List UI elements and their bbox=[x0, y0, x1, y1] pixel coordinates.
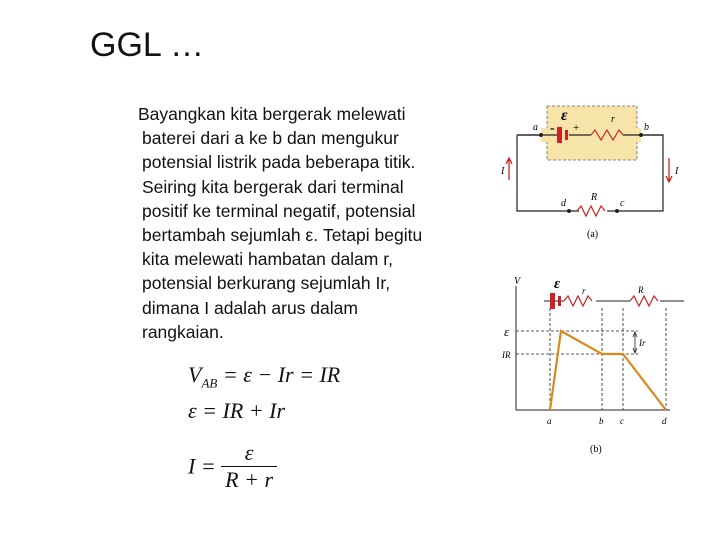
equation-emf: ε = IR + Ir bbox=[188, 398, 286, 423]
slide-title: GGL … bbox=[90, 26, 204, 64]
equation-voltage: $V_{AB} = \varepsilon - Ir$ = IR bbox=[188, 362, 341, 391]
r-label-b: r bbox=[582, 286, 586, 296]
circuit-diagram-a bbox=[495, 98, 685, 243]
paragraph-line: Seiring kita bergerak dari terminal bbox=[142, 176, 404, 197]
caption-b: (b) bbox=[590, 444, 602, 455]
c-label: c bbox=[620, 198, 625, 209]
v-axis-label: V bbox=[514, 276, 521, 287]
ir-drop-label: Ir bbox=[639, 338, 646, 348]
emf-axis-label: ε bbox=[504, 324, 510, 339]
paragraph-line: baterei dari a ke b dan mengukur bbox=[142, 128, 399, 149]
R-label-b: R bbox=[638, 285, 644, 295]
a-label-b: a bbox=[547, 416, 552, 426]
b-label: b bbox=[644, 122, 649, 133]
paragraph-line: Bayangkan kita bergerak melewati bbox=[138, 104, 406, 124]
emf-label: ε bbox=[561, 107, 568, 124]
emf-label-b: ε bbox=[554, 276, 561, 292]
paragraph-line: positif ke terminal negatif, potensial bbox=[142, 200, 416, 221]
battery-b bbox=[550, 293, 555, 309]
paragraph-line: potensial berkurang sejumlah Ir, bbox=[142, 273, 391, 294]
paragraph-line: rangkaian. bbox=[142, 321, 224, 342]
minus-label: - bbox=[550, 121, 555, 136]
current-label-right: I bbox=[675, 166, 679, 177]
current-label-left: I bbox=[501, 166, 505, 177]
paragraph-line: bertambah sejumlah ε. Tetapi begitu bbox=[142, 225, 423, 246]
d-label: d bbox=[561, 198, 566, 209]
paragraph-line: potensial listrik pada beberapa titik. bbox=[142, 152, 416, 173]
paragraph-line: kita melewati hambatan dalam r, bbox=[142, 249, 393, 270]
current-arrow-right bbox=[666, 158, 672, 182]
r-label: r bbox=[611, 114, 615, 125]
b-label-b: b bbox=[599, 416, 604, 426]
a-label: a bbox=[533, 122, 538, 133]
plus-label: + bbox=[573, 122, 580, 134]
ir-axis-label: IR bbox=[502, 350, 511, 360]
battery bbox=[557, 127, 562, 143]
potential-trace bbox=[550, 331, 666, 410]
current-arrow-left bbox=[506, 158, 512, 180]
caption-a: (a) bbox=[587, 229, 599, 240]
potential-graph-b bbox=[498, 268, 684, 458]
c-label-b: c bbox=[620, 416, 624, 426]
paragraph-line: dimana I adalah arus dalam bbox=[142, 297, 358, 318]
explanation-paragraph bbox=[138, 102, 472, 344]
equation-current: I = $\frac{\varepsilon}{R + r}$ bbox=[188, 440, 277, 493]
d-label-b: d bbox=[662, 416, 667, 426]
R-label: R bbox=[591, 192, 598, 203]
